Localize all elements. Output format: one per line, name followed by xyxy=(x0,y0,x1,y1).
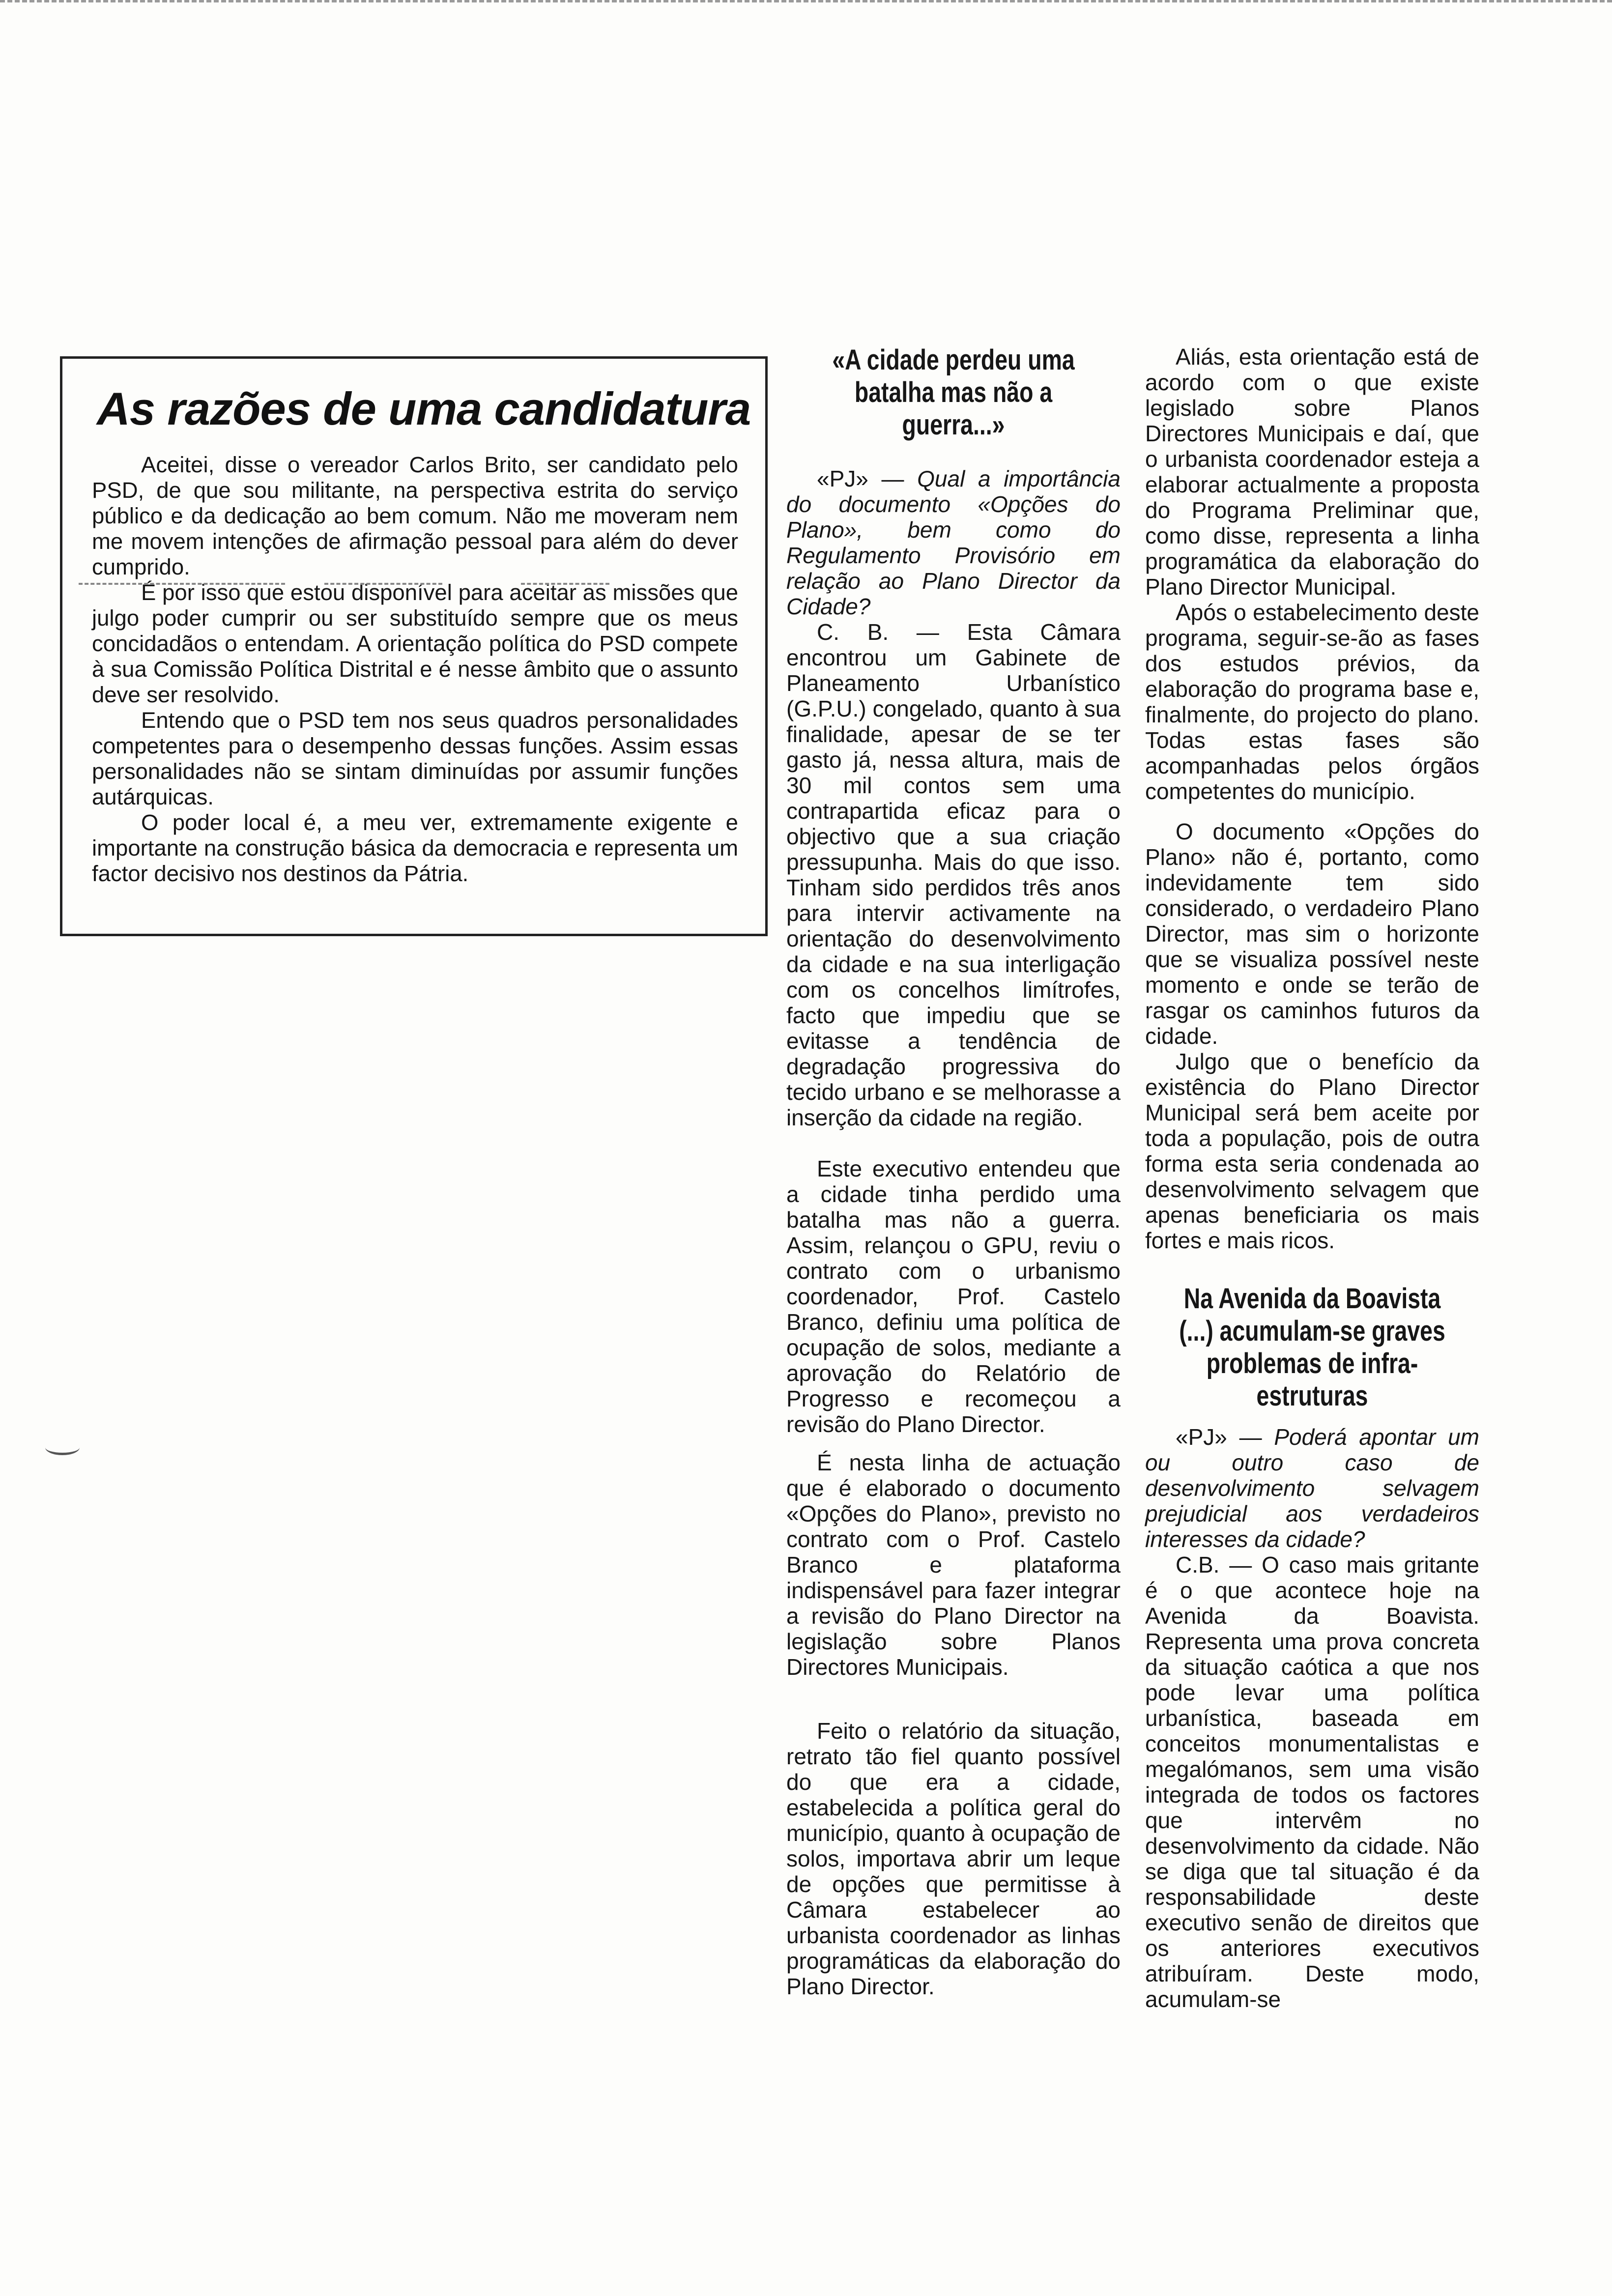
box-tail-rule xyxy=(521,583,609,585)
body-paragraph: Após o estabelecimento deste programa, seguir-se-ão as fases dos estudos prévios, da elaboração do programa base e, finalmente, do projecto do plano. Todas estas fases são acompanhadas pelos órgãos competentes do município. xyxy=(1145,600,1479,804)
body-paragraph: Feito o relatório da situação, retrato tão fiel quanto possível do que era a cidade, estabelecida a política geral do município, quanto à ocupação de solos, importava abrir um leque de opções que permitisse à Câmara estabelecer ao urbanista coordenador as linhas programáticas da elaboração do Plano Director. xyxy=(786,1718,1121,1999)
box-tail-rule xyxy=(324,583,442,585)
interview-column-a xyxy=(786,344,1121,1999)
section-heading-boavista: Na Avenida da Boavista (...) acumulam-se graves problemas de infra-estruturas xyxy=(1179,1283,1445,1412)
body-paragraph: Este executivo entendeu que a cidade tinha perdido uma batalha mas não a guerra. Assim, relançou o GPU, reviu o contrato com o urbanismo coordenador, Prof. Castelo Branco, definiu uma política de ocupação de solos, mediante a aprovação do Relatório de Progresso e recomeçou a revisão do Plano Director. xyxy=(786,1156,1121,1437)
body-paragraph: O documento «Opções do Plano» não é, portanto, como indevidamente tem sido considerado, o verdadeiro Plano Director, mas sim o horizonte que se visualiza possível neste momento e onde se terão de rasgar os caminhos futuros da cidade. xyxy=(1145,819,1479,1049)
question-text: Poderá apontar um ou outro caso de desenvolvimento selvagem prejudicial aos verdadeiros interesses da cidade? xyxy=(1145,1424,1480,1552)
box-title: As razões de uma candidatura xyxy=(97,383,751,434)
box-paragraph: Aceitei, disse o vereador Carlos Brito, ser candidato pelo PSD, de que sou militante, na perspectiva estrita do serviço público e da dedicação ao bem comum. Não me moveram nem me movem intenções de afirmação pessoal para além do dever cumprido. xyxy=(92,452,738,579)
speaker-label: «PJ» — xyxy=(817,466,904,491)
candidacy-box xyxy=(60,356,768,936)
answer-text: Esta Câmara encontrou um Gabinete de Planeamento Urbanístico (G.P.U.) congelado, quanto à sua finalidade, apesar de se ter gasto já, nessa altura, mais de 30 mil contos sem uma contrapartida eficaz para o objectivo que a sua criação pressupunha. Mais do que isso. Tinham sido perdidos três anos para intervir activamente na orientação do desenvolvimento da cidade e na sua interligação com os concelhos limítrofes, facto que impediu que se evitasse a tendência de degradação progressiva do tecido urbano e se melhorasse a inserção da cidade na região. xyxy=(786,619,1121,1130)
question-text: Qual a importância do documento «Opções do Plano», bem como do Regulamento Provisório em relação ao Plano Director da Cidade? xyxy=(786,466,1121,619)
answer-text: O caso mais gritante é o que acontece hoje na Avenida da Boavista. Representa uma prova concreta da situação caótica a que nos pode levar uma política urbanística, baseada em conceitos monumentalistas e megalómanos, sem uma visão integrada de todos os factores que intervêm no desenvolvimento da cidade. Não se diga que tal situação é da responsabilidade deste executivo senão de direitos que os anteriores executivos atribuíram. Deste modo, acumulam-se xyxy=(1145,1552,1480,2012)
interview-column-b xyxy=(1145,344,1479,2012)
box-paragraph: Entendo que o PSD tem nos seus quadros personalidades competentes para o desempenho dessas funções. Assim essas personalidades não se sintam diminuídas por assumir funções autárquicas. xyxy=(92,708,738,809)
speaker-label: C. B. — xyxy=(817,619,939,645)
body-paragraph: Julgo que o benefício da existência do Plano Director Municipal será bem aceite por toda a população, pois de outra forma esta seria condenada ao desenvolvimento selvagem que apenas beneficiaria os mais fortes e mais ricos. xyxy=(1145,1049,1479,1253)
box-body xyxy=(92,452,738,887)
answer-paragraph xyxy=(1145,1552,1479,2012)
question-paragraph xyxy=(786,466,1121,619)
speaker-label: «PJ» — xyxy=(1176,1424,1262,1450)
page-top-rule xyxy=(0,0,1612,2)
section-heading-city-battle: «A cidade perdeu uma batalha mas não a guerra...» xyxy=(832,344,1075,441)
body-paragraph: É nesta linha de actuação que é elaborado o documento «Opções do Plano», previsto no contrato com o Prof. Castelo Branco e plataforma indispensável para fazer integrar a revisão do Plano Director na legislação sobre Planos Directores Municipais. xyxy=(786,1450,1121,1680)
box-paragraph: É por isso que estou disponível para aceitar as missões que julgo poder cumprir ou ser substituído sempre que os meus concidadãos o entendam. A orientação política do PSD compete à sua Comissão Política Distrital e é nesse âmbito que o assunto deve ser resolvido. xyxy=(92,580,738,707)
box-paragraph: O poder local é, a meu ver, extremamente exigente e importante na construção básica da democracia e representa um factor decisivo nos destinos da Pátria. xyxy=(92,810,738,886)
box-tail-rule xyxy=(79,583,285,585)
speaker-label: C.B. — xyxy=(1176,1552,1252,1578)
question-paragraph xyxy=(1145,1424,1479,1552)
body-paragraph: Aliás, esta orientação está de acordo com o que existe legislado sobre Planos Directores Municipais e daí, que o urbanista coordenador esteja a elaborar actualmente a proposta do Programa Preliminar que, como disse, representa a linha programática da elaboração do Plano Director Municipal. xyxy=(1145,344,1479,600)
scan-artifact-mark xyxy=(45,1440,80,1455)
answer-paragraph xyxy=(786,619,1121,1130)
